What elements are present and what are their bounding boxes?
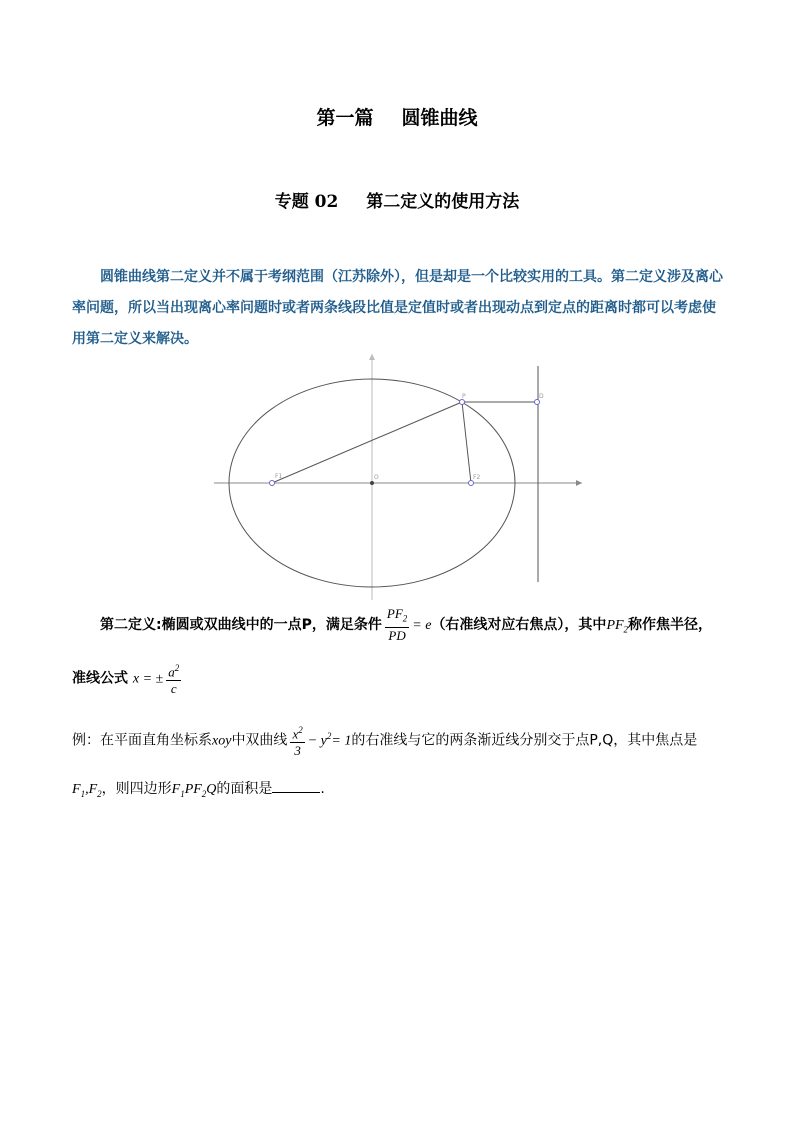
ellipse-diagram	[200, 352, 600, 602]
example-frac-den: 3	[294, 743, 301, 759]
example-quad-b-sub: 2	[201, 788, 207, 799]
definition-text3: 称作焦半径，	[628, 616, 713, 633]
example-fraction	[290, 722, 304, 759]
segment-pf1	[272, 402, 462, 483]
point-d	[535, 400, 540, 405]
fraction-num-sub: 2	[402, 613, 408, 624]
answer-blank[interactable]	[272, 780, 320, 793]
definition-text1: 椭圆或双曲线中的一点P，满足条件	[161, 616, 382, 633]
example-f1-sub: 1	[80, 788, 86, 799]
definition-text2: （右准线对应右焦点），其中	[431, 616, 607, 633]
point-f2	[469, 481, 474, 486]
directrix-num-sup: 2	[174, 663, 180, 673]
directrix-den: c	[170, 681, 177, 697]
example-foci-sep: ,	[85, 782, 89, 797]
directrix-lhs: x = ±	[132, 671, 164, 687]
label-d: D	[539, 393, 544, 400]
ellipse-figure	[200, 352, 600, 602]
example-frac-num: x	[292, 726, 299, 742]
example-text4: ，则四边形	[101, 781, 172, 797]
example-eq-end: = 1	[331, 733, 352, 749]
title-part1: 第一篇	[316, 107, 374, 129]
directrix-num: a	[168, 664, 175, 680]
intro-paragraph: 圆锥曲线第二定义并不属于考纲范围（江苏除外），但是却是一个比较实用的工具。第二定义涉及离心率问题，所以当出现离心率问题时或者两条线段比值是定值时或者出现动点到定点的距离时都可以考虑使用第二定义来解决。	[72, 269, 723, 347]
example-f1: F	[72, 782, 81, 797]
label-o: O	[374, 474, 379, 481]
label-f2: F2	[473, 474, 481, 481]
page-title	[0, 103, 794, 130]
definition-lead: 第二定义:	[100, 616, 162, 633]
example-quad-a-sub: 1	[180, 788, 185, 799]
example-quad-b: PF	[184, 782, 202, 797]
directrix-lead: 准线公式	[72, 670, 128, 687]
directrix-fraction	[166, 660, 181, 697]
definition-pf-sub: 2	[623, 624, 629, 635]
subtitle-part2: 第二定义的使用方法	[366, 192, 520, 212]
example-line-1	[72, 722, 697, 759]
segment-pf2	[462, 402, 471, 483]
example-line-2	[72, 778, 325, 799]
label-p: P	[462, 393, 466, 400]
definition-eq: = e	[412, 617, 432, 633]
y-axis-arrow	[369, 354, 375, 360]
example-xoy: xoy	[212, 733, 232, 749]
point-o	[370, 481, 374, 485]
title-part2: 圆锥曲线	[401, 107, 478, 129]
example-f2-sub: 2	[97, 788, 102, 799]
example-f2: F	[88, 782, 98, 797]
directrix-formula	[72, 660, 184, 697]
example-text1: 例：在平面直角坐标系	[72, 732, 212, 749]
point-f1	[270, 481, 275, 486]
second-definition	[100, 606, 712, 644]
fraction-den: PD	[388, 627, 406, 643]
point-p	[460, 400, 465, 405]
example-quad-a: F	[171, 782, 181, 797]
page-subtitle	[0, 187, 794, 212]
example-eq-sup: 2	[326, 731, 332, 742]
fraction-num: PF	[386, 606, 403, 621]
definition-pf: PF	[606, 617, 624, 633]
example-end: .	[320, 781, 325, 797]
example-eq: − y	[307, 733, 327, 749]
x-axis-arrow	[576, 480, 582, 486]
subtitle-part1: 专题 02	[274, 192, 339, 212]
definition-fraction	[385, 606, 409, 644]
label-f1: F1	[275, 473, 283, 480]
example-text3: 的右准线与它的两条渐近线分别交于点P,Q，其中焦点是	[351, 732, 698, 749]
example-text2: 中双曲线	[231, 732, 288, 749]
example-quad-c: Q	[206, 782, 217, 797]
example-frac-num-sup: 2	[298, 725, 303, 735]
example-text5: 的面积是	[216, 781, 273, 797]
